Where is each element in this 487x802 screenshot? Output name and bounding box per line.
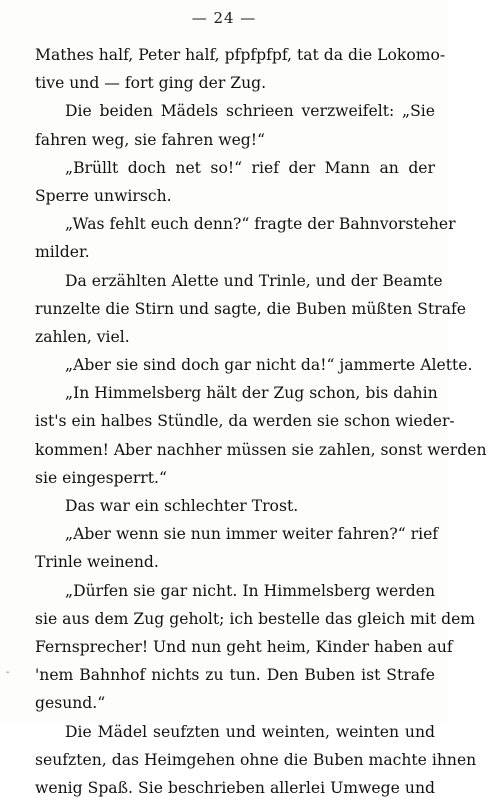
text-line: sie aus dem Zug geholt; ich bestelle das gleich mit dem (35, 609, 476, 628)
text-line: gesund.“ (35, 694, 106, 713)
text-line: Sperre unwirsch. (35, 186, 172, 205)
text-line: „Brüllt doch net so!“ rief der Mann an der (65, 158, 435, 177)
page-number-header: — 24 — (191, 9, 257, 27)
text-line: Trinle weinend. (35, 553, 159, 572)
body-text (35, 41, 487, 802)
text-line: 'nem Bahnhof nichts zu tun. Den Buben ist Strafe (35, 666, 435, 685)
text-line: Die beiden Mädels schrieen verzweifelt: „Sie (65, 102, 435, 121)
text-line: kommen! Aber nachher müssen sie zahlen, sonst werden (35, 440, 487, 459)
text-line: milder. (35, 243, 90, 262)
text-line: wenig Spaß. Sie beschrieben allerlei Umwege und (35, 778, 435, 797)
text-line: sie eingesperrt.“ (35, 468, 167, 487)
text-line: fahren weg, sie fahren weg!“ (35, 130, 266, 149)
text-line: Das war ein schlechter Trost. (65, 497, 299, 515)
text-line: ist's ein halbes Stündle, da werden sie schon wieder- (35, 412, 455, 431)
text-line: tive und — fort ging der Zug. (35, 74, 267, 93)
margin-mark: - (6, 667, 10, 678)
text-line: Fernsprecher! Und nun geht heim, Kinder haben auf (35, 637, 453, 656)
text-line: „Dürfen sie gar nicht. In Himmelsberg werden (65, 581, 435, 600)
text-line: „Was fehlt euch denn?“ fragte der Bahnvorsteher (65, 215, 456, 234)
text-line: „Aber sie sind doch gar nicht da!“ jammerte Alette. (65, 356, 473, 375)
text-line: Die Mädel seufzten und weinten, weinten und (65, 722, 435, 741)
text-line: Mathes half, Peter half, pfpfpfpf, tat da die Lokomo- (35, 46, 446, 64)
text-line: „Aber wenn sie nun immer weiter fahren?“ rief (65, 525, 439, 544)
text-line: zahlen, viel. (35, 327, 130, 346)
text-line: seufzten, das Heimgehen ohne die Buben machte ihnen (35, 750, 477, 769)
text-line: runzelte die Stirn und sagte, die Buben müßten Strafe (35, 299, 466, 318)
text-line: „In Himmelsberg hält der Zug schon, bis dahin (65, 384, 438, 403)
text-line: Da erzählten Alette und Trinle, und der Beamte (65, 271, 443, 290)
